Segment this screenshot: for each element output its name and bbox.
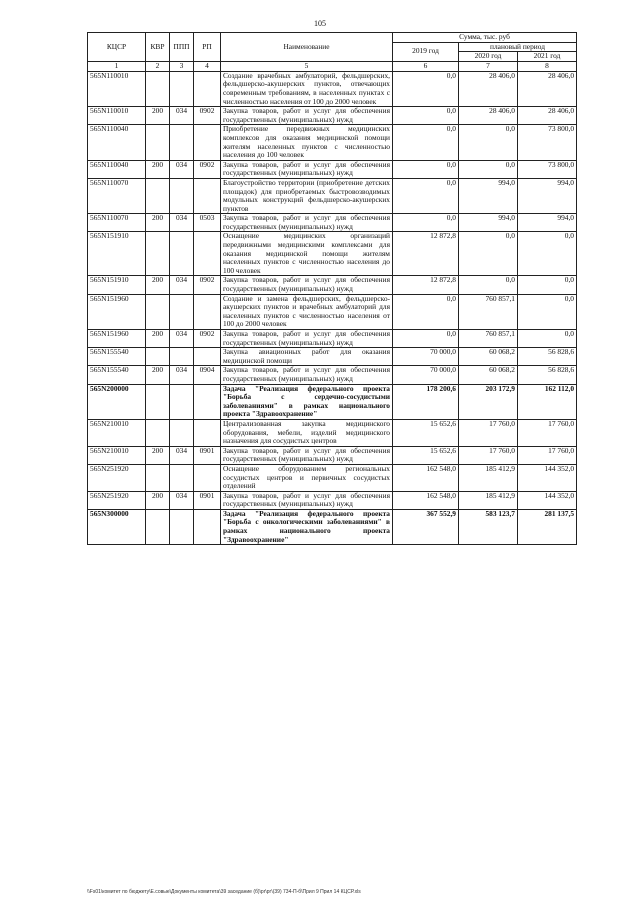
cell-rp: 0902 [194, 160, 221, 178]
cell-rp [194, 464, 221, 491]
cell-2020: 185 412,9 [459, 464, 518, 491]
cell-kcsr: 565N210010 [88, 419, 146, 446]
table-row [88, 509, 577, 544]
cell-kvr [146, 384, 170, 419]
cell-2021: 56 828,6 [518, 366, 577, 384]
cell-2019: 15 652,6 [393, 419, 459, 446]
cell-rp: 0901 [194, 491, 221, 509]
cell-2019: 15 652,6 [393, 446, 459, 464]
budget-table [87, 32, 577, 545]
cell-kvr: 200 [146, 160, 170, 178]
cell-ppp: 034 [170, 160, 194, 178]
cell-kcsr: 565N110070 [88, 214, 146, 232]
cell-2019: 178 200,6 [393, 384, 459, 419]
col-index: 7 [459, 61, 518, 71]
col-index: 4 [194, 61, 221, 71]
cell-ppp [170, 125, 194, 160]
table-body [88, 71, 577, 544]
header-kvr: КВР [146, 33, 170, 62]
cell-kcsr: 565N110040 [88, 125, 146, 160]
page-number: 105 [314, 19, 326, 28]
cell-2019: 12 872,8 [393, 276, 459, 294]
cell-2019: 0,0 [393, 107, 459, 125]
cell-2019: 0,0 [393, 160, 459, 178]
cell-kcsr: 565N200000 [88, 384, 146, 419]
table-row [88, 419, 577, 446]
cell-kcsr: 565N151910 [88, 276, 146, 294]
cell-2021: 0,0 [518, 330, 577, 348]
cell-2019: 0,0 [393, 214, 459, 232]
cell-ppp [170, 71, 194, 106]
header-ppp: ППП [170, 33, 194, 62]
cell-kcsr: 565N110070 [88, 178, 146, 213]
cell-ppp: 034 [170, 214, 194, 232]
table-row [88, 366, 577, 384]
col-index: 2 [146, 61, 170, 71]
cell-kcsr: 565N151960 [88, 330, 146, 348]
cell-kvr: 200 [146, 276, 170, 294]
table-row [88, 330, 577, 348]
cell-kcsr: 565N151960 [88, 294, 146, 329]
cell-name: Закупка товаров, работ и услуг для обеспечения государственных (муниципальных) нужд [221, 330, 393, 348]
cell-ppp [170, 419, 194, 446]
cell-ppp [170, 348, 194, 366]
cell-name: Закупка товаров, работ и услуг для обеспечения государственных (муниципальных) нужд [221, 446, 393, 464]
cell-kcsr: 565N110040 [88, 160, 146, 178]
header-2019: 2019 год [393, 42, 459, 61]
cell-kvr [146, 125, 170, 160]
cell-kcsr: 565N110010 [88, 71, 146, 106]
cell-kvr [146, 178, 170, 213]
cell-rp [194, 294, 221, 329]
cell-2021: 0,0 [518, 276, 577, 294]
cell-2019: 162 548,0 [393, 464, 459, 491]
table-row [88, 276, 577, 294]
cell-kvr: 200 [146, 491, 170, 509]
cell-rp: 0904 [194, 366, 221, 384]
table-row [88, 214, 577, 232]
header-plan-period: плановый период [459, 42, 577, 52]
cell-name: Оснащение оборудованием региональных сосудистых центров и первичных сосудистых отделений [221, 464, 393, 491]
cell-2019: 162 548,0 [393, 491, 459, 509]
cell-2020: 0,0 [459, 125, 518, 160]
table-row [88, 160, 577, 178]
table-row [88, 348, 577, 366]
cell-kvr [146, 232, 170, 276]
table-row [88, 446, 577, 464]
table-row [88, 384, 577, 419]
header-rp: РП [194, 33, 221, 62]
cell-name: Закупка товаров, работ и услуг для обеспечения государственных (муниципальных) нужд [221, 491, 393, 509]
cell-2020: 17 760,0 [459, 446, 518, 464]
cell-2021: 994,0 [518, 178, 577, 213]
cell-2019: 0,0 [393, 125, 459, 160]
cell-2021: 144 352,0 [518, 491, 577, 509]
cell-rp: 0902 [194, 107, 221, 125]
cell-name: Приобретение передвижных медицинских комплексов для оказания медицинской помощи жителям населенных пунктов с численностью населения до 100 человек [221, 125, 393, 160]
cell-name: Закупка товаров, работ и услуг для обеспечения государственных (муниципальных) нужд [221, 160, 393, 178]
cell-name: Задача "Реализация федерального проекта "Борьба с онкологическими заболеваниями" в рамках национального проекта "Здравоохранение" [221, 509, 393, 544]
cell-2020: 28 406,0 [459, 107, 518, 125]
cell-name: Задача "Реализация федерального проекта "Борьба с сердечно-сосудистыми заболеваниями" в рамках национального проекта "Здравоохранение" [221, 384, 393, 419]
cell-2021: 28 406,0 [518, 71, 577, 106]
cell-kcsr: 565N251920 [88, 491, 146, 509]
cell-rp: 0902 [194, 330, 221, 348]
cell-2020: 0,0 [459, 276, 518, 294]
cell-ppp: 034 [170, 366, 194, 384]
cell-rp [194, 71, 221, 106]
cell-kvr [146, 348, 170, 366]
table-row [88, 125, 577, 160]
cell-2020: 583 123,7 [459, 509, 518, 544]
cell-name: Создание и замена фельдшерских, фельдшерско-акушерских пунктов и врачебных амбулаторий для населенных пунктов с численностью населения от 100 до 2000 человек [221, 294, 393, 329]
cell-ppp: 034 [170, 330, 194, 348]
cell-rp [194, 232, 221, 276]
table-row [88, 294, 577, 329]
cell-rp: 0901 [194, 446, 221, 464]
header-kcsr: КЦСР [88, 33, 146, 62]
cell-rp [194, 509, 221, 544]
cell-name: Закупка авиационных работ для оказания медицинской помощи [221, 348, 393, 366]
cell-2019: 12 872,8 [393, 232, 459, 276]
cell-kvr [146, 464, 170, 491]
cell-kvr: 200 [146, 366, 170, 384]
cell-name: Оснащение медицинских организаций передвижными медицинскими комплексами для оказания медицинской помощи жителям населенных пунктов с численностью населения до 100 человек [221, 232, 393, 276]
cell-2021: 17 760,0 [518, 446, 577, 464]
cell-ppp [170, 294, 194, 329]
col-index: 6 [393, 61, 459, 71]
table-row [88, 464, 577, 491]
cell-2019: 0,0 [393, 71, 459, 106]
cell-kvr [146, 419, 170, 446]
cell-2021: 162 112,0 [518, 384, 577, 419]
cell-kvr [146, 509, 170, 544]
col-index: 3 [170, 61, 194, 71]
cell-2020: 17 760,0 [459, 419, 518, 446]
cell-ppp [170, 464, 194, 491]
cell-kcsr: 565N151910 [88, 232, 146, 276]
cell-2021: 0,0 [518, 294, 577, 329]
col-index: 8 [518, 61, 577, 71]
cell-ppp [170, 178, 194, 213]
cell-kcsr: 565N300000 [88, 509, 146, 544]
cell-2021: 73 800,0 [518, 125, 577, 160]
cell-kcsr: 565N155540 [88, 348, 146, 366]
cell-2019: 70 000,0 [393, 348, 459, 366]
cell-2020: 60 068,2 [459, 348, 518, 366]
cell-rp [194, 419, 221, 446]
cell-2020: 203 172,9 [459, 384, 518, 419]
cell-2019: 367 552,9 [393, 509, 459, 544]
cell-name: Создание врачебных амбулаторий, фельдшерских, фельдшерско-акушерских пунктов, отвечающих современным требованиям, в населенных пунктах с численностью населения от 100 до 2000 человек [221, 71, 393, 106]
cell-2020: 994,0 [459, 214, 518, 232]
cell-2021: 0,0 [518, 232, 577, 276]
cell-kvr: 200 [146, 107, 170, 125]
cell-2021: 17 760,0 [518, 419, 577, 446]
cell-kvr [146, 71, 170, 106]
cell-2020: 60 068,2 [459, 366, 518, 384]
cell-kvr: 200 [146, 446, 170, 464]
cell-rp [194, 125, 221, 160]
table-row [88, 232, 577, 276]
header-name: Наименование [221, 33, 393, 62]
cell-name: Закупка товаров, работ и услуг для обеспечения государственных (муниципальных) нужд [221, 214, 393, 232]
cell-kvr: 200 [146, 214, 170, 232]
cell-ppp [170, 509, 194, 544]
cell-rp [194, 178, 221, 213]
cell-name: Закупка товаров, работ и услуг для обеспечения государственных (муниципальных) нужд [221, 366, 393, 384]
cell-2020: 994,0 [459, 178, 518, 213]
cell-ppp [170, 384, 194, 419]
cell-2019: 0,0 [393, 330, 459, 348]
cell-2020: 760 857,1 [459, 294, 518, 329]
cell-ppp: 034 [170, 107, 194, 125]
cell-rp: 0902 [194, 276, 221, 294]
cell-2021: 73 800,0 [518, 160, 577, 178]
cell-2020: 185 412,9 [459, 491, 518, 509]
cell-2019: 0,0 [393, 178, 459, 213]
cell-2020: 0,0 [459, 160, 518, 178]
cell-kcsr: 565N110010 [88, 107, 146, 125]
cell-rp [194, 384, 221, 419]
table-row [88, 71, 577, 106]
table-row [88, 107, 577, 125]
col-index: 1 [88, 61, 146, 71]
cell-2020: 28 406,0 [459, 71, 518, 106]
cell-2019: 0,0 [393, 294, 459, 329]
column-index-row [88, 61, 577, 71]
cell-kcsr: 565N210010 [88, 446, 146, 464]
table-row [88, 178, 577, 213]
header-2021: 2021 год [518, 52, 577, 62]
cell-rp: 0503 [194, 214, 221, 232]
table-row [88, 491, 577, 509]
cell-ppp: 034 [170, 491, 194, 509]
header-amount: Сумма, тыс. руб [393, 33, 577, 43]
cell-ppp: 034 [170, 446, 194, 464]
cell-name: Закупка товаров, работ и услуг для обеспечения государственных (муниципальных) нужд [221, 276, 393, 294]
file-path-footer: \\Fs01\комитет по бюджету\Е.совые\Документы комитета\39 заседание (б)\pr\рг\(39) 734-П-б\Прил 9 Прил 14 КЦСР.xls [87, 889, 361, 895]
cell-2020: 760 857,1 [459, 330, 518, 348]
col-index: 5 [221, 61, 393, 71]
cell-kcsr: 565N251920 [88, 464, 146, 491]
cell-rp [194, 348, 221, 366]
cell-2021: 28 406,0 [518, 107, 577, 125]
cell-name: Благоустройство территории (приобретение детских площадок) для приобретаемых быстровозводимых модульных конструкций фельдшерско-акушерских пунктов [221, 178, 393, 213]
cell-2020: 0,0 [459, 232, 518, 276]
cell-2021: 994,0 [518, 214, 577, 232]
header-2020: 2020 год [459, 52, 518, 62]
cell-2019: 70 000,0 [393, 366, 459, 384]
cell-kvr: 200 [146, 330, 170, 348]
cell-kcsr: 565N155540 [88, 366, 146, 384]
cell-kvr [146, 294, 170, 329]
cell-name: Закупка товаров, работ и услуг для обеспечения государственных (муниципальных) нужд [221, 107, 393, 125]
cell-ppp: 034 [170, 276, 194, 294]
cell-2021: 281 137,5 [518, 509, 577, 544]
cell-name: Централизованная закупка медицинского оборудования, мебели, изделий медицинского назначения для сосудистых центров [221, 419, 393, 446]
cell-2021: 56 828,6 [518, 348, 577, 366]
cell-2021: 144 352,0 [518, 464, 577, 491]
cell-ppp [170, 232, 194, 276]
